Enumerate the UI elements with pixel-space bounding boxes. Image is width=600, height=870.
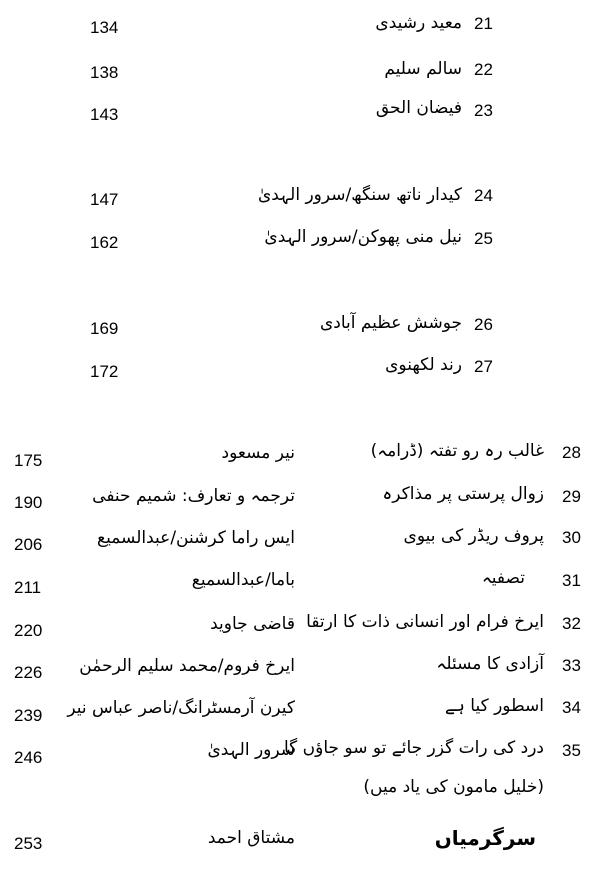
entry-title: فیضان الحق: [375, 98, 462, 118]
entry-number: 30: [562, 528, 581, 547]
entry-page: 190: [14, 493, 43, 512]
section-title: سرگرمیاں: [434, 826, 536, 850]
entry-page: 143: [90, 105, 119, 124]
entry-page: 220: [14, 621, 43, 640]
entry-page: 239: [14, 706, 43, 725]
entry-page: 138: [90, 63, 119, 82]
entry-number: 29: [562, 487, 581, 506]
entry-number: 32: [562, 614, 581, 633]
entry-number: 24: [474, 186, 493, 205]
entry-page: 169: [90, 319, 119, 338]
entry-author: باما/عبدالسمیع: [191, 570, 295, 590]
entry-title: درد کی رات گزر جائے تو سو جاؤں گا: [283, 738, 544, 758]
entry-number: 21: [474, 14, 493, 33]
entry-title: غالب رہ رو تفتہ (ڈرامہ): [370, 441, 544, 461]
entry-number: 26: [474, 315, 493, 334]
entry-title: ایرخ فرام اور انسانی ذات کا ارتقا: [306, 612, 544, 632]
entry-author: کیرن آرمسٹرانگ/ناصر عباس نیر: [67, 698, 295, 718]
entry-number: 34: [562, 698, 581, 717]
entry-page: 206: [14, 535, 43, 554]
entry-number: 35: [562, 741, 581, 760]
entry-author: ترجمہ و تعارف: شمیم حنفی: [92, 486, 295, 506]
entry-subtitle: (خلیل مامون کی یاد میں): [363, 777, 544, 797]
entry-number: 25: [474, 229, 493, 248]
entry-title: آزادی کا مسئلہ: [436, 654, 544, 674]
entry-page: 147: [90, 190, 119, 209]
entry-title: پروف ریڈر کی بیوی: [403, 526, 544, 546]
entry-author: نیر مسعود: [221, 443, 295, 463]
entry-title: زوال پرستی پر مذاکرہ: [382, 484, 544, 504]
entry-title: رند لکھنوی: [385, 355, 462, 375]
entry-title: اسطور کیا ہے: [444, 696, 544, 716]
entry-number: 33: [562, 656, 581, 675]
entry-page: 253: [14, 834, 43, 853]
entry-page: 172: [90, 362, 119, 381]
entry-author: سرور الہدیٰ: [207, 740, 295, 760]
entry-author: ایس راما کرشنن/عبدالسمیع: [97, 528, 295, 548]
entry-author: مشتاق احمد: [207, 828, 295, 848]
entry-number: 31: [562, 571, 581, 590]
entry-page: 246: [14, 748, 43, 767]
entry-title: تصفیہ: [481, 568, 525, 588]
entry-title: نیل منی پھوکن/سرور الہدیٰ: [264, 227, 462, 247]
entry-page: 211: [14, 578, 42, 597]
entry-page: 162: [90, 233, 119, 252]
entry-page: 175: [14, 451, 43, 470]
entry-number: 23: [474, 101, 493, 120]
entry-number: 28: [562, 443, 581, 462]
entry-number: 22: [474, 60, 493, 79]
entry-page: 134: [90, 18, 119, 37]
entry-author: ایرخ فروم/محمد سلیم الرحمٰن: [79, 656, 295, 676]
entry-page: 226: [14, 663, 43, 682]
entry-number: 27: [474, 357, 493, 376]
entry-title: کیدار ناتھ سنگھ/سرور الہدیٰ: [257, 185, 462, 205]
entry-author: قاضی جاوید: [210, 614, 295, 634]
entry-title: معید رشیدی: [375, 13, 462, 33]
entry-title: جوشش عظیم آبادی: [319, 313, 462, 333]
entry-title: سالم سلیم: [384, 59, 462, 79]
